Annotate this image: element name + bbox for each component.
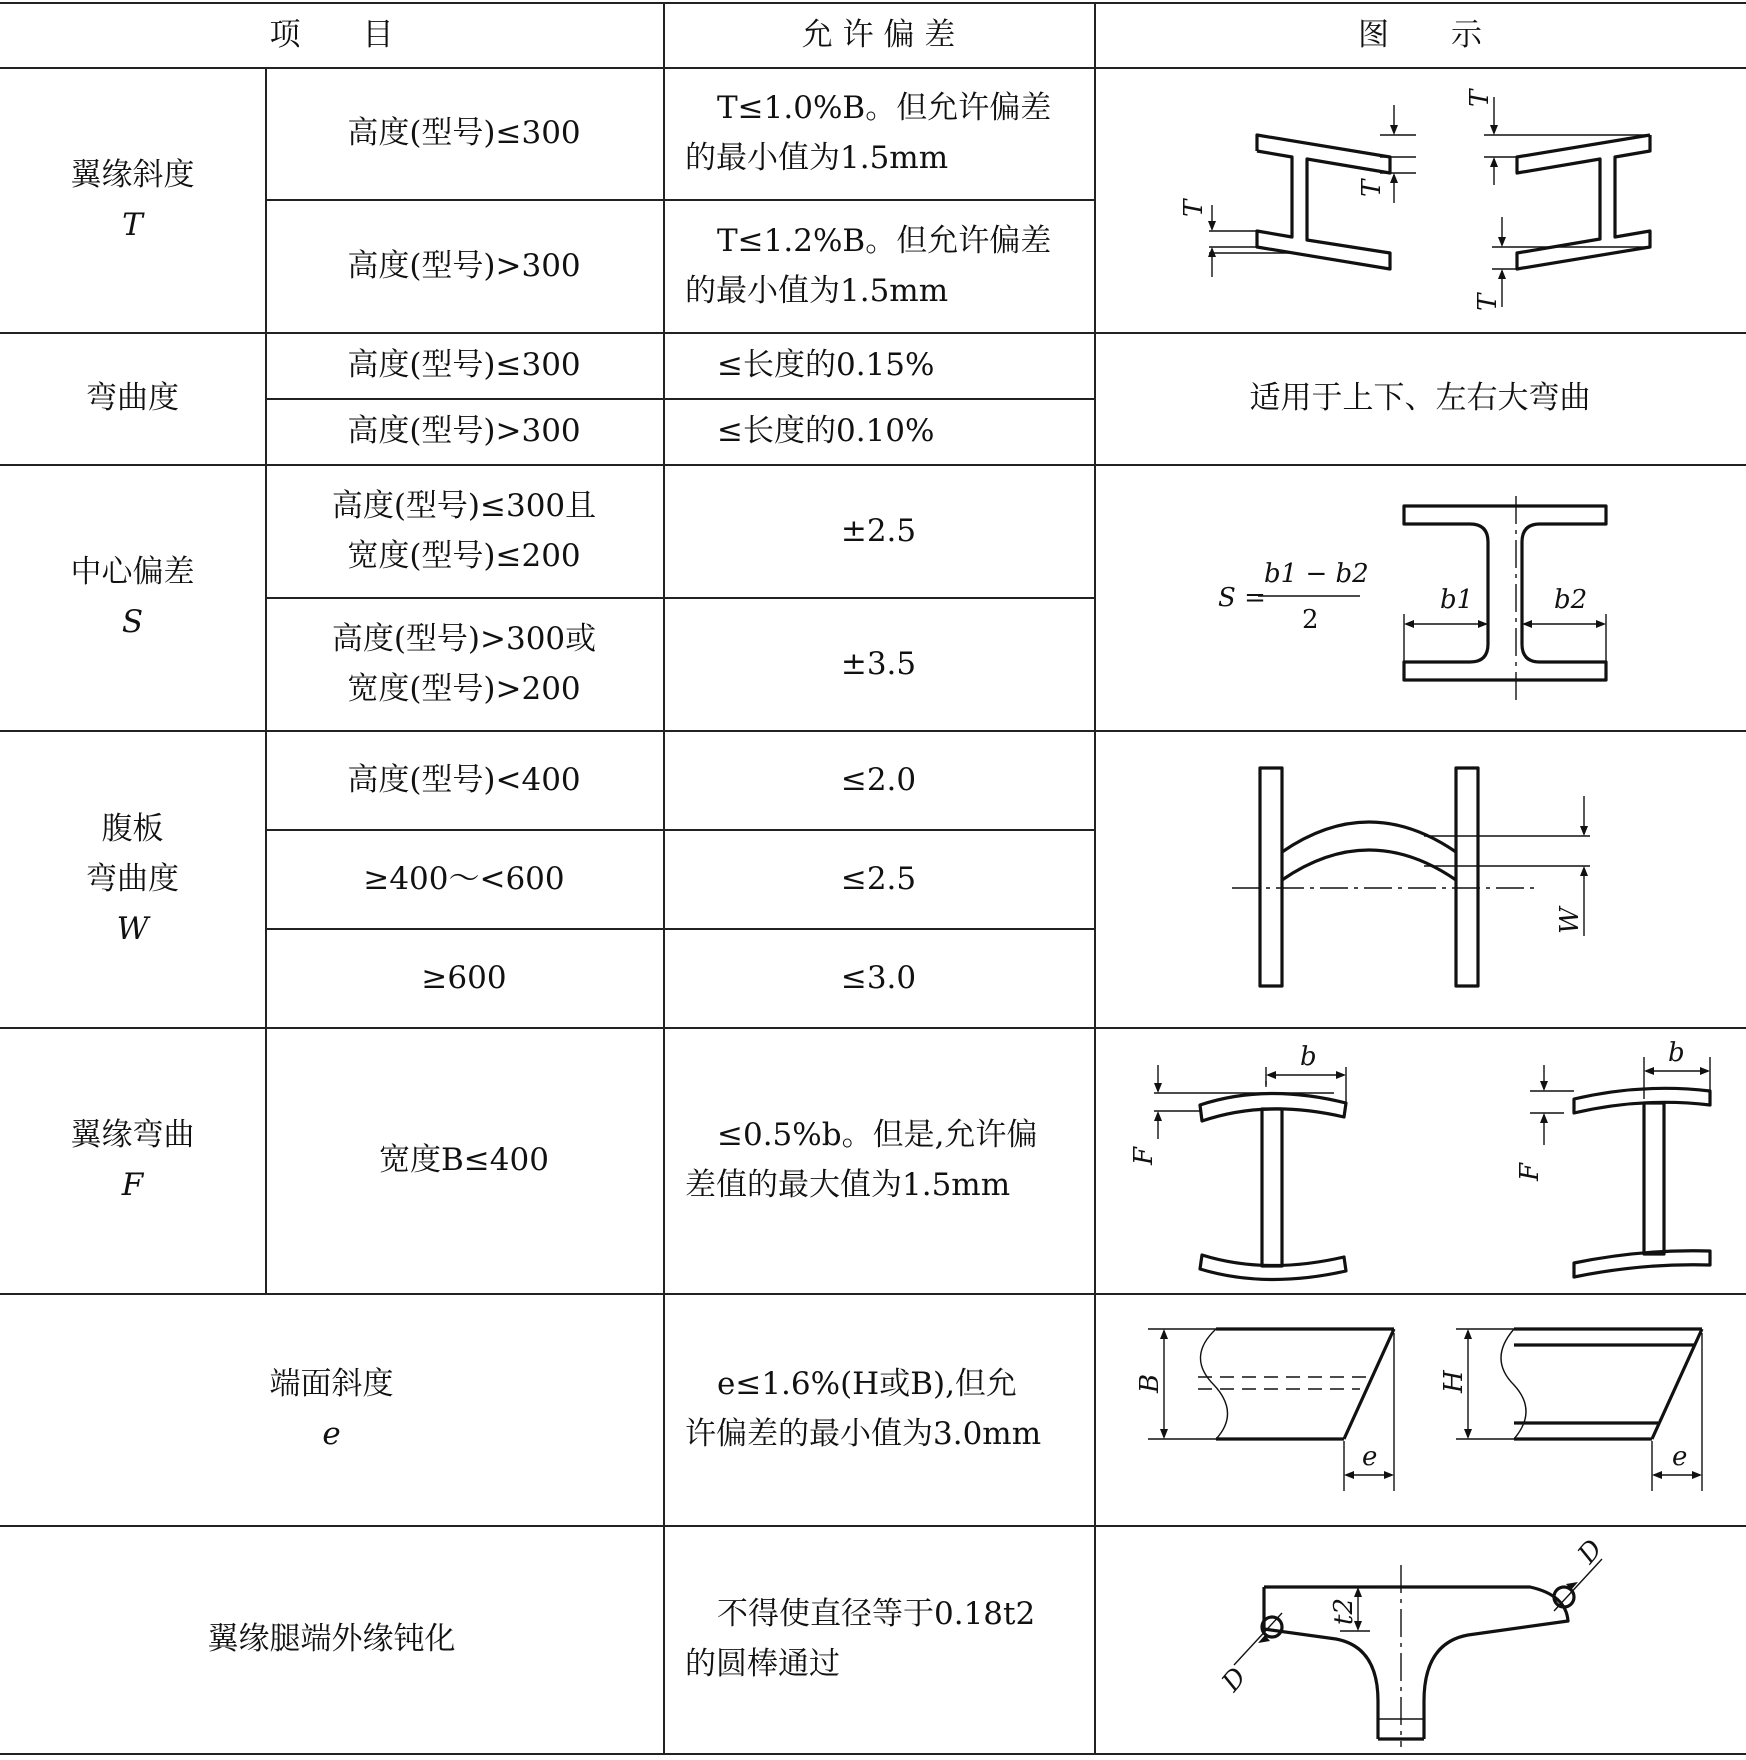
item-bending: 弯曲度 <box>86 380 179 416</box>
label-b: b <box>1300 1042 1317 1072</box>
label-t2: t2 <box>1329 1598 1359 1625</box>
flange-bending-figure <box>1094 1027 1746 1293</box>
formula-lhs: S = <box>1218 583 1266 613</box>
condition: 高度(型号)>300 <box>347 413 581 449</box>
tolerance <box>663 1525 1094 1753</box>
label-w: W <box>1555 907 1585 934</box>
condition: 高度(型号)≤300 <box>347 115 581 151</box>
label-b2: b2 <box>1554 585 1588 615</box>
tolerance-line: 差值的最大值为1.5mm <box>685 1167 1011 1203</box>
flange-tip-figure <box>1094 1525 1746 1753</box>
tolerance-line: T≤1.2%B。但允许偏差 <box>717 222 1052 259</box>
tolerance-line: e≤1.6%(H或B),但允 <box>717 1366 1017 1402</box>
condition: 宽度B≤400 <box>379 1142 549 1178</box>
tolerance <box>663 1027 1094 1293</box>
center-deviation-figure <box>1094 464 1746 730</box>
label-t: T <box>1465 89 1495 107</box>
tolerance-line: 的最小值为1.5mm <box>685 140 949 176</box>
formula-denominator: 2 <box>1302 605 1319 635</box>
tolerance-line: T≤1.0%B。但允许偏差 <box>717 90 1052 126</box>
condition: 高度(型号)≤300 <box>347 347 581 383</box>
label-h-dim: H <box>1439 1370 1469 1393</box>
web-bending-figure <box>1094 730 1746 1027</box>
tolerance <box>663 332 1094 398</box>
label-f: F <box>1129 1146 1159 1165</box>
tolerance-line: 不得使直径等于0.18t2 <box>717 1596 1036 1632</box>
item-name: 翼缘弯曲 <box>70 1117 195 1153</box>
item-center-deviation <box>0 464 265 730</box>
label-d: D <box>1216 1662 1253 1698</box>
tolerance <box>663 67 1094 199</box>
label-b: b <box>1668 1038 1685 1068</box>
item-name: 翼缘斜度 <box>70 156 195 193</box>
item-symbol: F <box>121 1167 144 1203</box>
tolerance: ≤2.0 <box>840 761 917 798</box>
item-end-slope <box>0 1293 663 1525</box>
condition: 高度(型号)<400 <box>347 761 581 798</box>
header-figure: 图 示 <box>1358 16 1482 53</box>
condition <box>265 464 663 597</box>
condition-line: 高度(型号)≤300且 <box>331 487 597 524</box>
tolerance <box>663 1293 1094 1525</box>
label-t: T <box>1179 199 1209 217</box>
tolerance-line: 的最小值为1.5mm <box>685 272 949 309</box>
condition <box>265 597 663 730</box>
tolerance: ≤2.5 <box>840 860 917 897</box>
condition: 高度(型号)>300 <box>347 247 581 284</box>
condition-line: 宽度(型号)>200 <box>347 670 581 707</box>
bending-note: 适用于上下、左右大弯曲 <box>1249 380 1591 416</box>
item-name: 端面斜度 <box>269 1366 394 1402</box>
label-d: D <box>1572 1534 1609 1570</box>
item-name: 中心偏差 <box>70 554 195 590</box>
tolerance: ±3.5 <box>840 645 917 682</box>
tolerance <box>663 199 1094 332</box>
label-t: T <box>1473 293 1503 311</box>
tolerance-line: ≤长度的0.15% <box>717 347 935 383</box>
condition-line: 宽度(型号)≤200 <box>347 537 581 574</box>
formula-numerator: b1 − b2 <box>1264 559 1369 589</box>
end-slope-figure <box>1094 1293 1746 1525</box>
label-b-dim: B <box>1135 1373 1165 1393</box>
condition: ≥600 <box>421 959 507 996</box>
item-symbol: T <box>122 206 143 243</box>
tolerance-line: ≤长度的0.10% <box>717 413 935 449</box>
item-name: 腹板 <box>101 810 164 847</box>
condition-line: 高度(型号)>300或 <box>331 620 597 657</box>
label-b1: b1 <box>1440 585 1474 615</box>
header-tolerance: 允 许 偏 差 <box>801 16 956 53</box>
item-flange-tip: 翼缘腿端外缘钝化 <box>207 1621 456 1657</box>
rule-bottom <box>0 1753 1746 1755</box>
tolerance-line: ≤0.5%b。但是,允许偏 <box>717 1117 1038 1153</box>
flange-slope-figure <box>1094 67 1746 332</box>
tolerance <box>663 398 1094 464</box>
label-t: T <box>1357 179 1387 197</box>
label-e: e <box>1672 1442 1688 1472</box>
item-web-bending <box>0 730 265 1027</box>
tolerance-line: 的圆棒通过 <box>685 1646 840 1682</box>
tolerance: ±2.5 <box>840 512 917 549</box>
item-symbol: W <box>116 910 149 947</box>
tolerance: ≤3.0 <box>840 959 917 996</box>
tolerance-line: 许偏差的最小值为3.0mm <box>685 1416 1042 1452</box>
header-item: 项 目 <box>269 16 394 53</box>
item-flange-bending <box>0 1027 265 1293</box>
item-flange-slope <box>0 67 265 332</box>
item-symbol: S <box>121 604 144 640</box>
label-e: e <box>1362 1442 1378 1472</box>
label-f: F <box>1515 1162 1545 1181</box>
item-symbol: e <box>322 1416 341 1452</box>
item-name: 弯曲度 <box>86 860 179 897</box>
condition: ≥400～<600 <box>363 860 565 897</box>
